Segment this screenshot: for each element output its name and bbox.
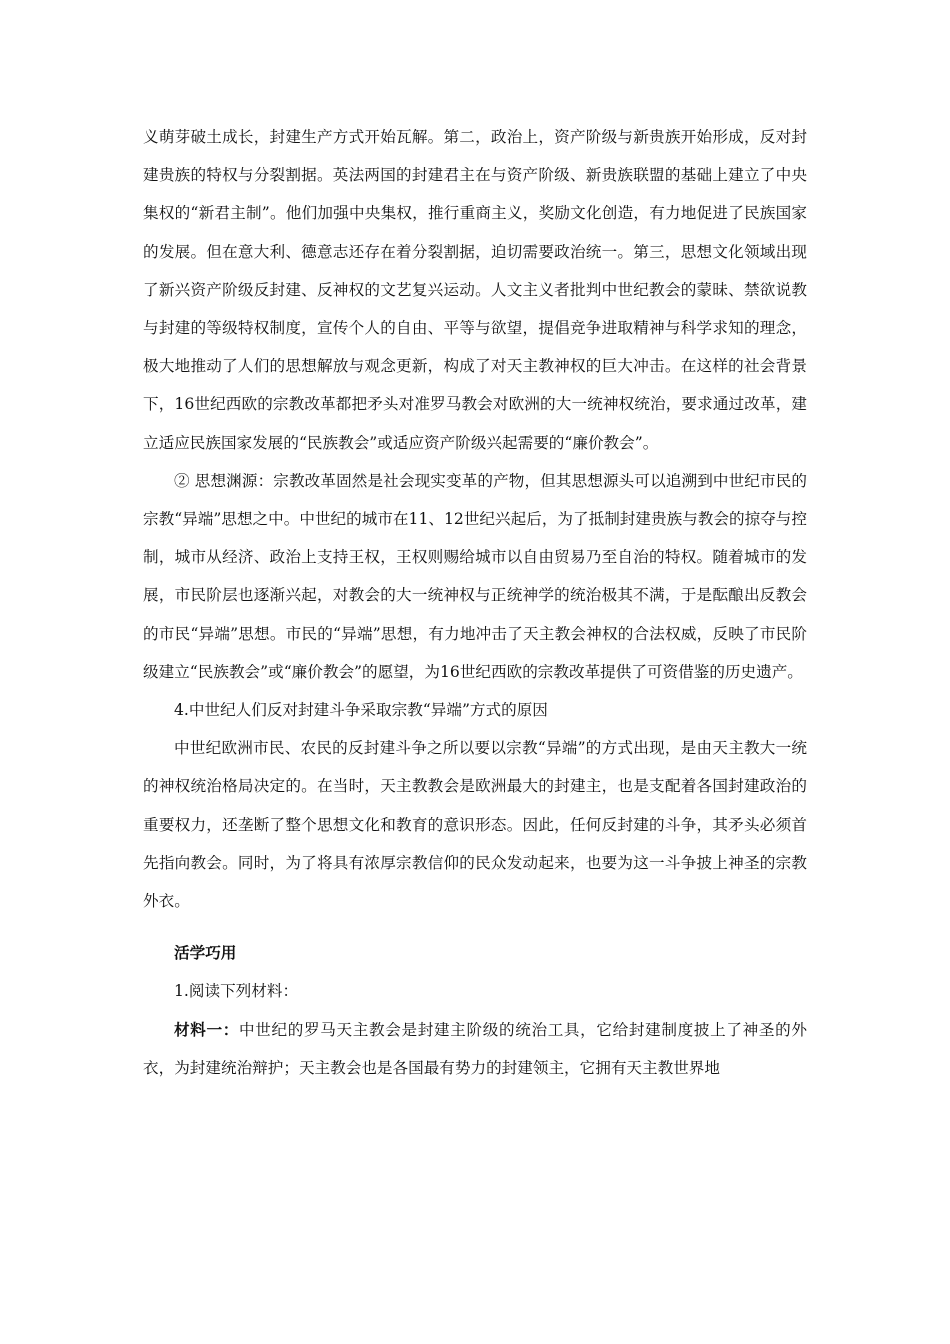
material-one-text: 中世纪的罗马天主教会是封建主阶级的统治工具，它给封建制度披上了神圣的外衣，为封建统治辩护；天主教会也是各国最有势力的封建领主，它拥有天主教世界地: [143, 1020, 807, 1077]
section-heading: 活学巧用: [174, 943, 237, 963]
subheading-heresy-reasons: 4.中世纪人们反对封建斗争采取宗教“异端”方式的原因: [174, 701, 548, 720]
material-one-label: 材料一：: [174, 1019, 239, 1039]
paragraph-ideological-origins: ② 思想渊源：宗教改革固然是社会现实变革的产物，但其思想源头可以追溯到中世纪市民的宗教“异端”思想之中。中世纪的城市在11、12世纪兴起后，为了抵制封建贵族与教会的掠夺与控制，城市从经济、政治上支持王权，王权则赐给城市以自由贸易乃至自治的特权。随着城市的发展，市民阶层也逐渐兴起，对教会的大一统神权与正统神学的统治极其不满，于是酝酿出反教会的市民“异端”思想。市民的“异端”思想，有力地冲击了天主教会神权的合法权威，反映了市民阶级建立“民族教会”或“廉价教会”的愿望，为16世纪西欧的宗教改革提供了可资借鉴的历史遗产。: [143, 471, 807, 681]
paragraph-heresy-reasons: 中世纪欧洲市民、农民的反封建斗争之所以要以宗教“异端”的方式出现，是由天主教大一统的神权统治格局决定的。在当时，天主教教会是欧洲最大的封建主，也是支配着各国封建政治的重要权力，还垄断了整个思想文化和教育的意识形态。因此，任何反封建的斗争，其矛头必须首先指向教会。同时，为了将具有浓厚宗教信仰的民众发动起来，也要为这一斗争披上神圣的宗教外衣。: [143, 739, 807, 911]
paragraph-social-background: 义萌芽破土成长，封建生产方式开始瓦解。第二，政治上，资产阶级与新贵族开始形成，反对封建贵族的特权与分裂割据。英法两国的封建君主在与资产阶级、新贵族联盟的基础上建立了中央集权的“新君主制”。他们加强中央集权，推行重商主义，奖励文化创造，有力地促进了民族国家的发展。但在意大利、德意志还存在着分裂割据，迫切需要政治统一。第三，思想文化领域出现了新兴资产阶级反封建、反神权的文艺复兴运动。人文主义者批判中世纪教会的蒙昧、禁欲说教与封建的等级特权制度，宣传个人的自由、平等与欲望，提倡竞争进取精神与科学求知的理念，极大地推动了人们的思想解放与观念更新，构成了对天主教神权的巨大冲击。在这样的社会背景下，16世纪西欧的宗教改革都把矛头对准罗马教会对欧洲的大一统神权统治，要求通过改革，建立适应民族国家发展的“民族教会”或适应资产阶级兴起需要的“廉价教会”。: [143, 128, 807, 452]
question-instruction: 1.阅读下列材料：: [174, 982, 299, 1001]
document-body: [143, 118, 807, 1087]
material-one-paragraph: [143, 1011, 807, 1087]
